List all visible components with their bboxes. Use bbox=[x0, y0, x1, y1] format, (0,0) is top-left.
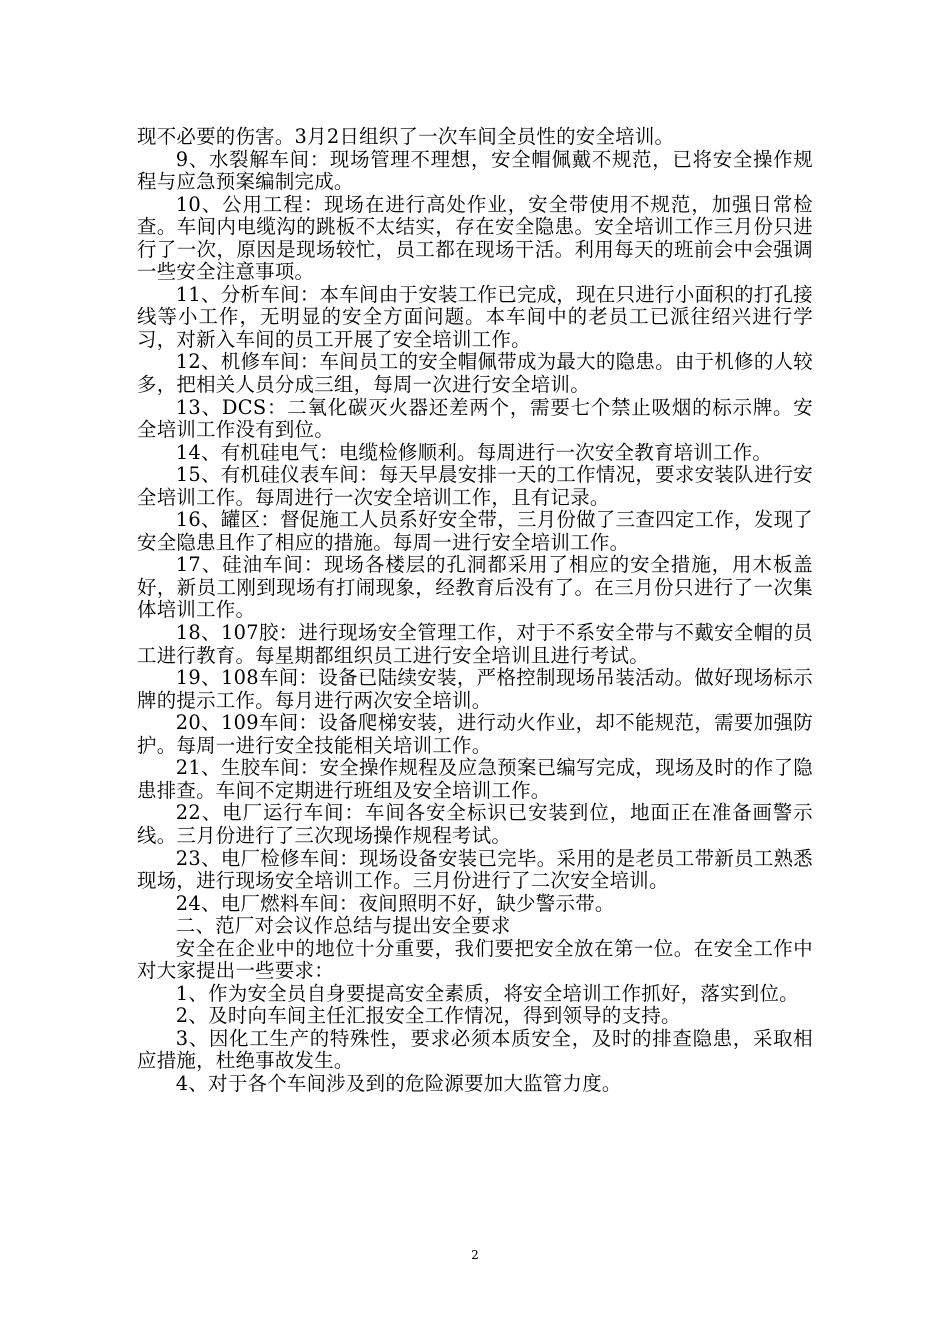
paragraph-item-16: 16、罐区：督促施工人员系好安全带，三月份做了三查四定工作，发现了安全隐患且作了相应的措施。每周一进行安全培训工作。 bbox=[137, 508, 813, 554]
paragraph-item-19: 19、108车间：设备已陆续安装，严格控制现场吊装活动。做好现场标示牌的提示工作。每月进行两次安全培训。 bbox=[137, 666, 813, 712]
requirement-item-1: 1、作为安全员自身要提高安全素质，将安全培训工作抓好，落实到位。 bbox=[175, 981, 799, 1005]
requirement-item-2: 2、及时向车间主任汇报安全工作情况，得到领导的支持。 bbox=[175, 1004, 681, 1028]
paragraph-item-9: 9、水裂解车间：现场管理不理想，安全帽佩戴不规范，已将安全操作规程与应急预案编制完成。 bbox=[137, 147, 813, 194]
paragraph-item-15: 15、有机硅仪表车间：每天早晨安排一天的工作情况，要求安装队进行安全培训工作。每周进行一次安全培训工作，且有记录。 bbox=[137, 463, 813, 509]
paragraph-item-22: 22、电厂运行车间：车间各安全标识已安装到位，地面正在准备画警示线。三月份进行了三次现场操作规程考试。 bbox=[137, 801, 813, 847]
paragraph-item-23: 23、电厂检修车间：现场设备安装已完毕。采用的是老员工带新员工熟悉现场，进行现场安全培训工作。三月份进行了二次安全培训。 bbox=[137, 846, 813, 893]
paragraph-item-12: 12、机修车间：车间员工的安全帽佩带成为最大的隐患。由于机修的人较多，把相关人员分成三组，每周一次进行安全培训。 bbox=[137, 350, 813, 397]
requirement-item-3: 3、因化工生产的特殊性，要求必须本质安全，及时的排查隐患，采取相应措施，杜绝事故发生。 bbox=[137, 1026, 813, 1073]
document-body bbox=[137, 126, 813, 1096]
paragraph-item-17: 17、硅油车间：现场各楼层的孔洞都采用了相应的安全措施，用木板盖好，新员工刚到现场有打闹现象，经教育后没有了。在三月份只进行了一次集体培训工作。 bbox=[137, 553, 813, 622]
paragraph-continuation: 现不必要的伤害。3月2日组织了一次车间全员性的安全培训。 bbox=[137, 125, 675, 148]
paragraph-item-20: 20、109车间：设备爬梯安装，进行动火作业，却不能规范，需要加强防护。每周一进行安全技能相关培训工作。 bbox=[137, 711, 813, 757]
section-heading: 二、范厂对会议作总结与提出安全要求 bbox=[175, 914, 511, 938]
paragraph-item-10: 10、公用工程：现场在进行高处作业，安全带使用不规范，加强日常检查。车间内电缆沟的跳板不太结实，存在安全隐患。安全培训工作三月份只进行了一次，原因是现场较忙，员工都在现场干活。利用每天的班前会中会强调一些安全注意事项。 bbox=[137, 192, 813, 284]
requirement-item-4: 4、对于各个车间涉及到的危险源要加大监管力度。 bbox=[175, 1071, 622, 1095]
paragraph-item-11: 11、分析车间：本车间由于安装工作已完成，现在只进行小面积的打孔接线等小工作，无明显的安全方面问题。本车间中的老员工已派往绍兴进行学习，对新入车间的员工开展了安全培训工作。 bbox=[137, 282, 813, 351]
page-number: 2 bbox=[471, 1248, 479, 1262]
paragraph-item-14: 14、有机硅电气：电缆检修顺利。每周进行一次安全教育培训工作。 bbox=[175, 440, 773, 464]
paragraph-item-13: 13、DCS：二氧化碳灭火器还差两个，需要七个禁止吸烟的标示牌。安全培训工作没有到位。 bbox=[137, 395, 813, 442]
paragraph-item-21: 21、生胶车间：安全操作规程及应急预案已编写完成，现场及时的作了隐患排查。车间不定期进行班组及安全培训工作。 bbox=[137, 756, 813, 802]
paragraph-item-18: 18、107胶：进行现场安全管理工作，对于不系安全带与不戴安全帽的员工进行教育。每星期都组织员工进行安全培训且进行考试。 bbox=[137, 621, 813, 667]
paragraph-intro: 安全在企业中的地位十分重要，我们要把安全放在第一位。在安全工作中对大家提出一些要求： bbox=[137, 936, 813, 983]
paragraph-item-24: 24、电厂燃料车间：夜间照明不好，缺少警示带。 bbox=[175, 891, 615, 915]
